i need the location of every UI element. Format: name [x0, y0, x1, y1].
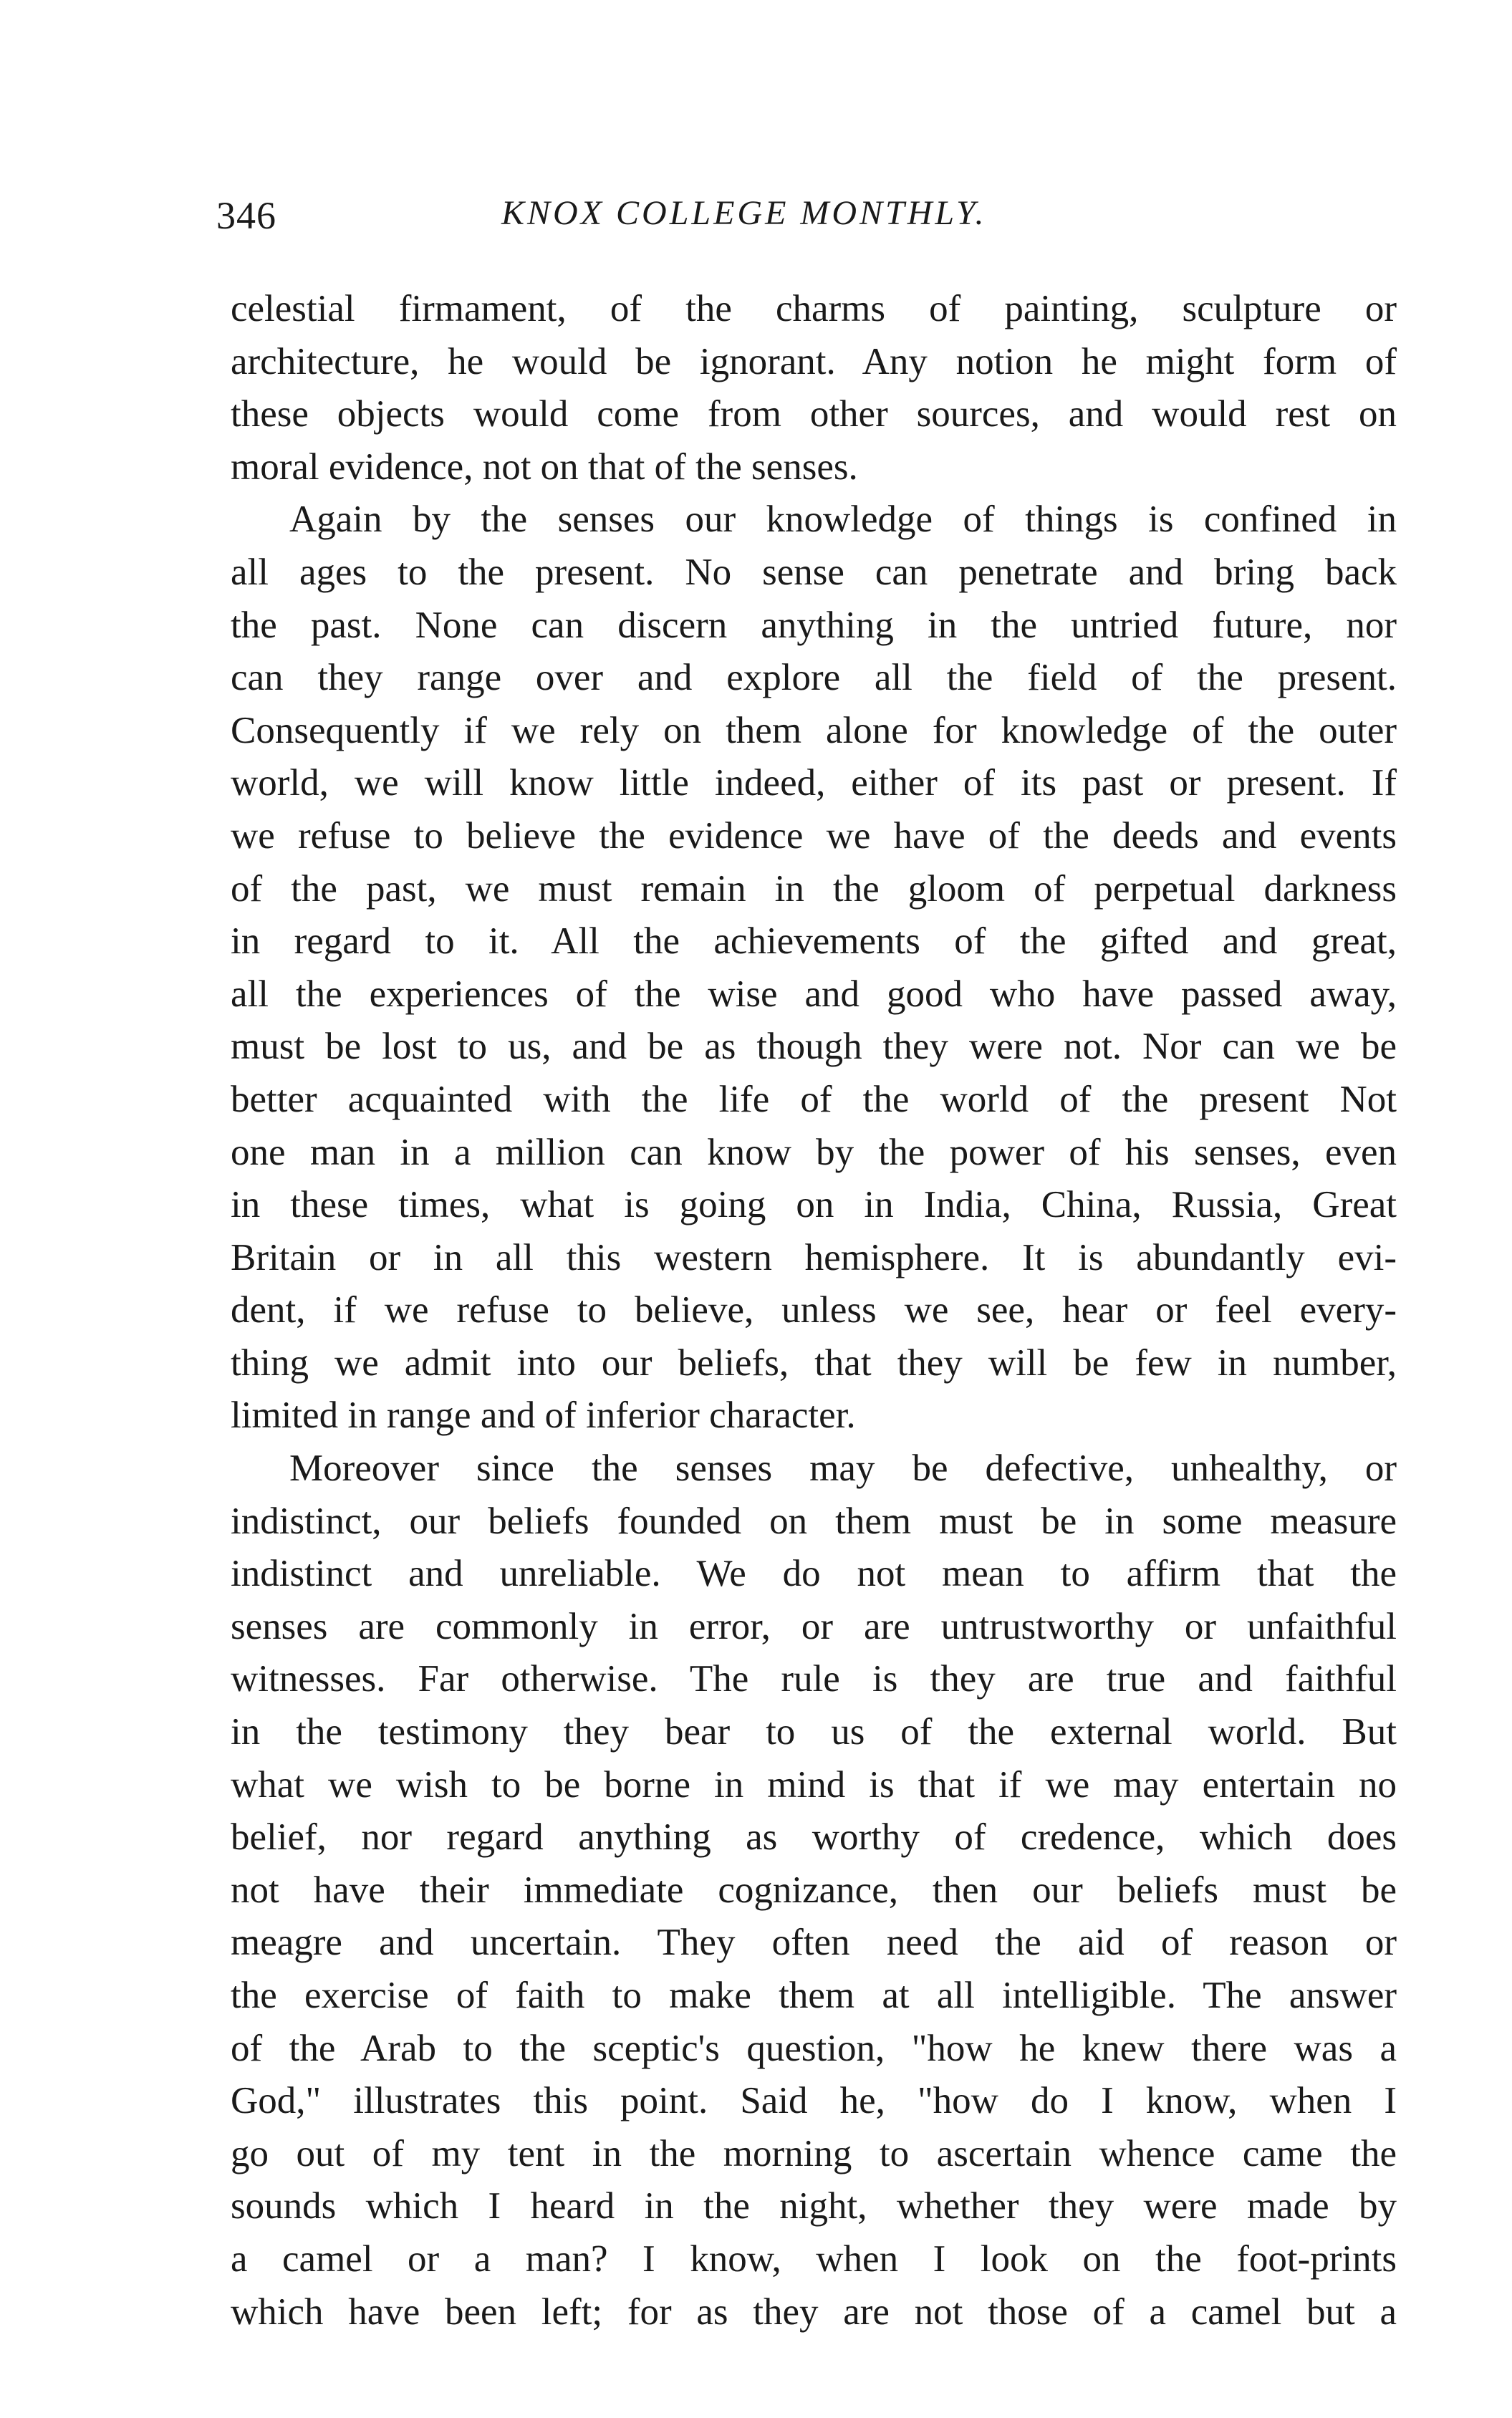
text-line: go out of my tent in the morning to ascertain whence came the [231, 2132, 1397, 2174]
text-line: sounds which I heard in the night, whether they were made by [231, 2185, 1397, 2227]
text-line: indistinct and unreliable. We do not mean to affirm that the [231, 1553, 1397, 1595]
text-line: these objects would come from other sources, and would rest on [231, 393, 1397, 435]
body-text [231, 283, 1397, 2338]
page-header [0, 193, 1512, 251]
text-line: of the past, we must remain in the gloom of perpetual darkness [231, 867, 1397, 910]
text-line: in the testimony they bear to us of the external world. But [231, 1711, 1397, 1753]
text-line: of the Arab to the sceptic's question, "how he knew there was a [231, 2027, 1397, 2069]
text-line: the exercise of faith to make them at all intelligible. The answer [231, 1975, 1397, 2016]
paragraph-first-line: Moreover since the senses may be defective, unhealthy, or [289, 1448, 1397, 1490]
text-line: world, we will know little indeed, either of its past or present. If [231, 762, 1397, 804]
text-line: not have their immediate cognizance, then our beliefs must be [231, 1869, 1397, 1911]
text-line: God," illustrates this point. Said he, "how do I know, when I [231, 2080, 1397, 2122]
text-line: must be lost to us, and be as though they were not. Nor can we be [231, 1026, 1397, 1068]
text-line: meagre and uncertain. They often need the aid of reason or [231, 1922, 1397, 1964]
text-line: the past. None can discern anything in the untried future, nor [231, 604, 1397, 646]
paragraph-first-line: Again by the senses our knowledge of things is confined in [289, 498, 1397, 541]
text-line: senses are commonly in error, or are untrustworthy or unfaithful [231, 1605, 1397, 1647]
text-line: can they range over and explore all the field of the present. [231, 657, 1397, 699]
text-line: witnesses. Far otherwise. The rule is they are true and faithful [231, 1658, 1397, 1700]
text-line: which have been left; for as they are not those of a camel but a [231, 2291, 1397, 2333]
text-line: all ages to the present. No sense can penetrate and bring back [231, 551, 1397, 593]
text-line: Britain or in all this western hemisphere. It is abundantly evi- [231, 1236, 1397, 1278]
text-line: celestial firmament, of the charms of painting, sculpture or [231, 288, 1397, 329]
text-line: limited in range and of inferior character. [231, 1395, 856, 1437]
text-line: Consequently if we rely on them alone for knowledge of the outer [231, 709, 1397, 751]
text-line: dent, if we refuse to believe, unless we see, hear or feel every- [231, 1289, 1397, 1331]
text-line: in regard to it. All the achievements of the gifted and great, [231, 920, 1397, 963]
running-title: KNOX COLLEGE MONTHLY. [501, 194, 987, 232]
text-line: a camel or a man? I know, when I look on the foot-prints [231, 2238, 1397, 2280]
text-line: one man in a million can know by the power of his senses, even [231, 1131, 1397, 1173]
text-line: we refuse to believe the evidence we have of the deeds and events [231, 814, 1397, 857]
text-line: architecture, he would be ignorant. Any notion he might form of [231, 340, 1397, 382]
text-line: all the experiences of the wise and good who have passed away, [231, 973, 1397, 1015]
text-line: indistinct, our beliefs founded on them must be in some measure [231, 1500, 1397, 1542]
page-number: 346 [216, 194, 276, 237]
text-line: thing we admit into our beliefs, that they will be few in number, [231, 1342, 1397, 1384]
text-line: what we wish to be borne in mind is that if we may entertain no [231, 1763, 1397, 1806]
text-line: better acquainted with the life of the world of the present Not [231, 1078, 1397, 1120]
text-line: in these times, what is going on in India, China, Russia, Great [231, 1184, 1397, 1226]
text-line: belief, nor regard anything as worthy of credence, which does [231, 1816, 1397, 1859]
text-line: moral evidence, not on that of the senses. [231, 445, 858, 488]
